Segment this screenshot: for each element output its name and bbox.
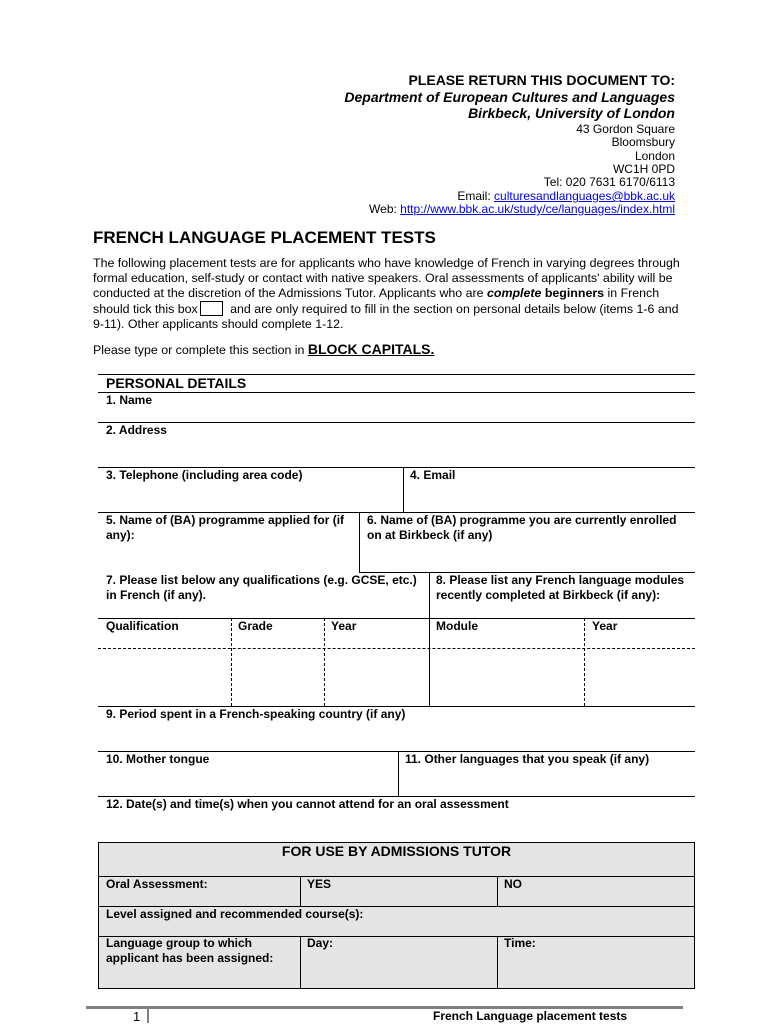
web-label: Web: xyxy=(369,202,397,216)
name-field-label: 1. Name xyxy=(106,393,153,407)
block-capitals-text: BLOCK CAPITALS. xyxy=(307,341,435,357)
return-heading: PLEASE RETURN THIS DOCUMENT TO: xyxy=(408,72,675,88)
address-field-label: 2. Address xyxy=(106,423,167,437)
mother-tongue-label: 10. Mother tongue xyxy=(106,752,210,766)
telephone-field-label: 3. Telephone (including area code) xyxy=(106,468,303,482)
divider xyxy=(300,936,301,988)
qualification-column-header: Qualification xyxy=(106,619,179,633)
address-line-2: Bloomsbury xyxy=(611,135,675,149)
divider xyxy=(98,842,99,988)
email-link[interactable]: culturesandlanguages@bbk.ac.uk xyxy=(494,189,675,203)
divider xyxy=(403,467,404,512)
programme-enrolled-label: 6. Name of (BA) programme you are currently enrolled on at Birkbeck (if any) xyxy=(367,513,677,542)
year2-column-header: Year xyxy=(592,619,618,633)
instruction-text: Please type or complete this section in xyxy=(93,343,308,357)
address-line-3: London xyxy=(634,149,675,163)
intro-text-4: and are only required to fill in the section on personal details below (items 1-6 and 9-11). Other applicants should complete 1-12. xyxy=(93,302,679,331)
divider xyxy=(398,751,399,796)
module-column-header: Module xyxy=(436,619,478,633)
personal-details-heading: PERSONAL DETAILS xyxy=(106,375,247,391)
instruction-line xyxy=(93,341,434,357)
grade-column-header: Grade xyxy=(238,619,273,633)
divider xyxy=(497,936,498,988)
divider xyxy=(300,876,301,906)
divider xyxy=(324,618,325,706)
web-line xyxy=(369,202,675,216)
footer-separator xyxy=(147,1009,149,1023)
level-assigned-label: Level assigned and recommended course(s): xyxy=(106,907,364,921)
address-line-4: WC1H 0PD xyxy=(612,162,675,176)
department-name: Department of European Cultures and Languages xyxy=(344,89,675,105)
institution-name: Birkbeck, University of London xyxy=(468,105,675,121)
divider xyxy=(584,618,585,706)
footer-title: French Language placement tests xyxy=(433,1009,628,1023)
intro-beginners: beginners xyxy=(541,286,605,300)
divider xyxy=(359,512,360,572)
page-number: 1 xyxy=(133,1009,141,1024)
email-line xyxy=(457,189,675,203)
other-languages-label: 11. Other languages that you speak (if any) xyxy=(405,752,650,766)
divider xyxy=(98,392,695,393)
language-group-label: Language group to which applicant has been assigned: xyxy=(106,936,274,965)
intro-text-3: in French should tick this box xyxy=(93,286,660,316)
email-field-label: 4. Email xyxy=(410,468,456,482)
oral-no-option: NO xyxy=(504,877,522,891)
year-column-header: Year xyxy=(331,619,357,633)
web-link[interactable]: http://www.bbk.ac.uk/study/ce/languages/index.html xyxy=(400,202,675,216)
period-abroad-label: 9. Period spent in a French-speaking country (if any) xyxy=(106,707,406,721)
divider xyxy=(98,648,695,649)
divider xyxy=(429,572,430,706)
intro-text-1: The following placement tests are for applicants who have knowledge of French in varying degrees through formal education, self-study or contact with native speakers. Oral assessments of applicants' ability will be conducted at the discretion of the Admissions Tutor. Applicants who are xyxy=(93,256,680,300)
day-label: Day: xyxy=(307,936,334,950)
time-label: Time: xyxy=(504,936,536,950)
address-line-1: 43 Gordon Square xyxy=(576,122,675,136)
divider xyxy=(497,876,498,906)
beginner-checkbox[interactable] xyxy=(200,301,223,316)
intro-emphasis: complete xyxy=(486,286,542,300)
unavailable-dates-label: 12. Date(s) and time(s) when you cannot attend for an oral assessment xyxy=(106,797,509,811)
modules-label: 8. Please list any French language modules recently completed at Birkbeck (if any): xyxy=(436,573,685,602)
divider xyxy=(98,988,695,989)
intro-paragraph xyxy=(93,256,683,332)
divider xyxy=(694,842,695,988)
admissions-tutor-heading: FOR USE BY ADMISSIONS TUTOR xyxy=(281,843,512,859)
qualifications-label: 7. Please list below any qualifications (e.g. GCSE, etc.) in French (if any). xyxy=(106,573,417,602)
divider xyxy=(231,618,232,706)
programme-applied-label: 5. Name of (BA) programme applied for (if any): xyxy=(106,513,345,542)
page-title: FRENCH LANGUAGE PLACEMENT TESTS xyxy=(93,228,436,247)
oral-yes-option: YES xyxy=(307,877,332,891)
telephone: Tel: 020 7631 6170/6113 xyxy=(543,175,675,189)
oral-assessment-label: Oral Assessment: xyxy=(106,877,208,891)
email-label: Email: xyxy=(457,189,491,203)
divider xyxy=(98,422,695,423)
